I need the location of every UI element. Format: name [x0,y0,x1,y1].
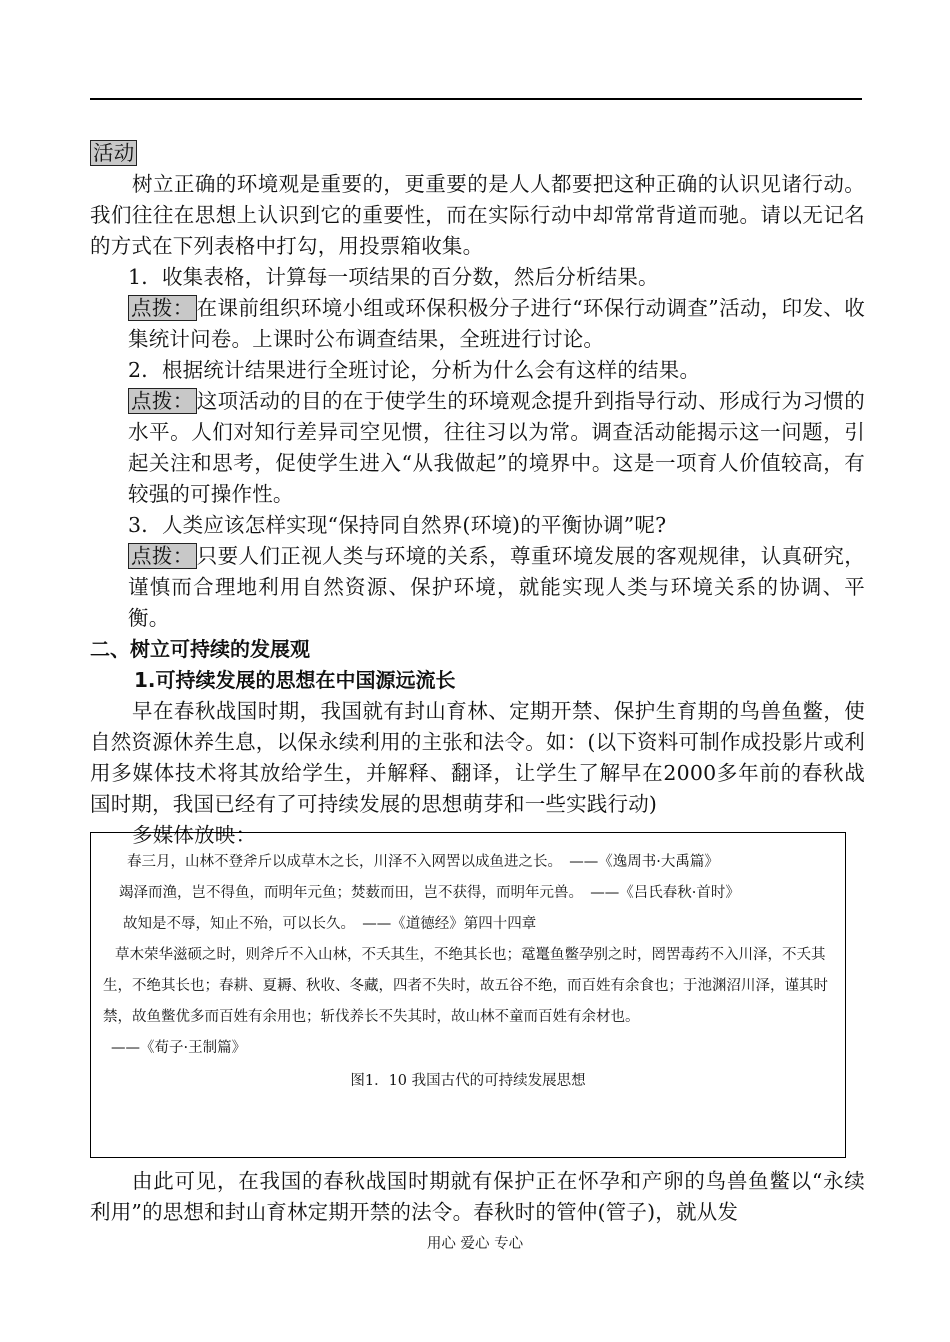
quote-2: 竭泽而渔，岂不得鱼，而明年元鱼；焚薮而田，岂不获得，而明年元兽。 ——《吕氏春秋·首时》 [119,885,740,901]
history-paragraph: 早在春秋战国时期，我国就有封山育林、定期开禁、保护生育期的鸟兽鱼鳖，使自然资源休养生息，以保永续利用的主张和法令。如：(以下资料可制作成投影片或利用多媒体技术将其放给学生，并解释、翻译，让学生了解早在2000多年前的春秋战国时期，我国已经有了可持续发展的思想萌芽和一些实践行动) [90,699,865,816]
quote-1: 春三月，山林不登斧斤以成草木之长，川泽不入网罟以成鱼进之长。 ——《逸周书·大禹篇》 [127,854,719,870]
intro-paragraph: 树立正确的环境观是重要的，更重要的是人人都要把这种正确的认识见诸行动。我们往往在思想上认识到它的重要性，而在实际行动中却常常背道而驰。请以无记名的方式在下列表格中打勾，用投票箱收集。 [90,172,865,258]
after-box [90,1166,865,1228]
item-hint-2 [90,386,865,510]
hint-text: 只要人们正视人类与环境的关系，尊重环境发展的客观规律，认真研究，谨慎而合理地利用自然资源、保护环境，就能实现人类与环境关系的协调、平衡。 [128,544,865,630]
hint-label: 点拨： [128,543,197,569]
item-question-1: 1．收集表格，计算每一项结果的百分数，然后分析结果。 [128,265,659,289]
conclusion-paragraph: 由此可见，在我国的春秋战国时期就有保护正在怀孕和产卵的鸟兽鱼鳖以“永续利用”的思想和封山育林定期开禁的法令。春秋时的管仲(管子)，就从发 [90,1169,865,1224]
figure-caption: 图1．10 我国古代的可持续发展思想 [350,1073,586,1089]
hint-text: 这项活动的目的在于使学生的环境观念提升到指导行动、形成行为习惯的水平。人们对知行差异司空见惯，往往习以为常。调查活动能揭示这一问题，引起关注和思考，促使学生进入“从我做起”的境界中。这是一项育人价值较高，有较强的可操作性。 [128,389,865,506]
quote-4: 草木荣华滋硕之时，则斧斤不入山林，不夭其生，不绝其长也；鼋鼍鱼鳖孕别之时，罔罟毒药不入川泽，不夭其生，不绝其长也；春耕、夏耨、秋收、冬藏，四者不失时，故五谷不绝，而百姓有余食也；于池渊沼川泽，谨其时禁，故鱼鳖优多而百姓有余用也；斩伐养长不失其时，故山林不童而百姓有余材也。 [103,947,828,1025]
section-heading: 二、树立可持续的发展观 [90,637,310,661]
activity-line [90,138,865,169]
activity-tag: 活动 [90,140,137,166]
subsection-heading: 1.可持续发展的思想在中国源远流长 [134,668,456,692]
item-question-2: 2．根据统计结果进行全班讨论，分析为什么会有这样的结果。 [128,358,701,382]
page-body [90,138,865,851]
quote-3: 故知是不辱，知止不殆，可以长久。 ——《道德经》第四十四章 [123,916,537,932]
quote-4-source: ——《荀子·王制篇》 [111,1040,247,1056]
page-footer: 用心 爱心 专心 [426,1236,524,1252]
item-question-3: 3．人类应该怎样实现“保持同自然界(环境)的平衡协调”呢? [128,513,667,537]
hint-label: 点拨： [128,295,197,321]
item-hint-3 [90,541,865,634]
item-hint-1 [90,293,865,355]
hint-text: 在课前组织环境小组或环保积极分子进行“环保行动调查”活动，印发、收集统计问卷。上课时公布调查结果，全班进行讨论。 [128,296,865,351]
hint-label: 点拨： [128,388,197,414]
multimedia-label: 多媒体放映： [132,823,257,847]
quote-box [90,832,846,1158]
header-rule [90,98,862,100]
